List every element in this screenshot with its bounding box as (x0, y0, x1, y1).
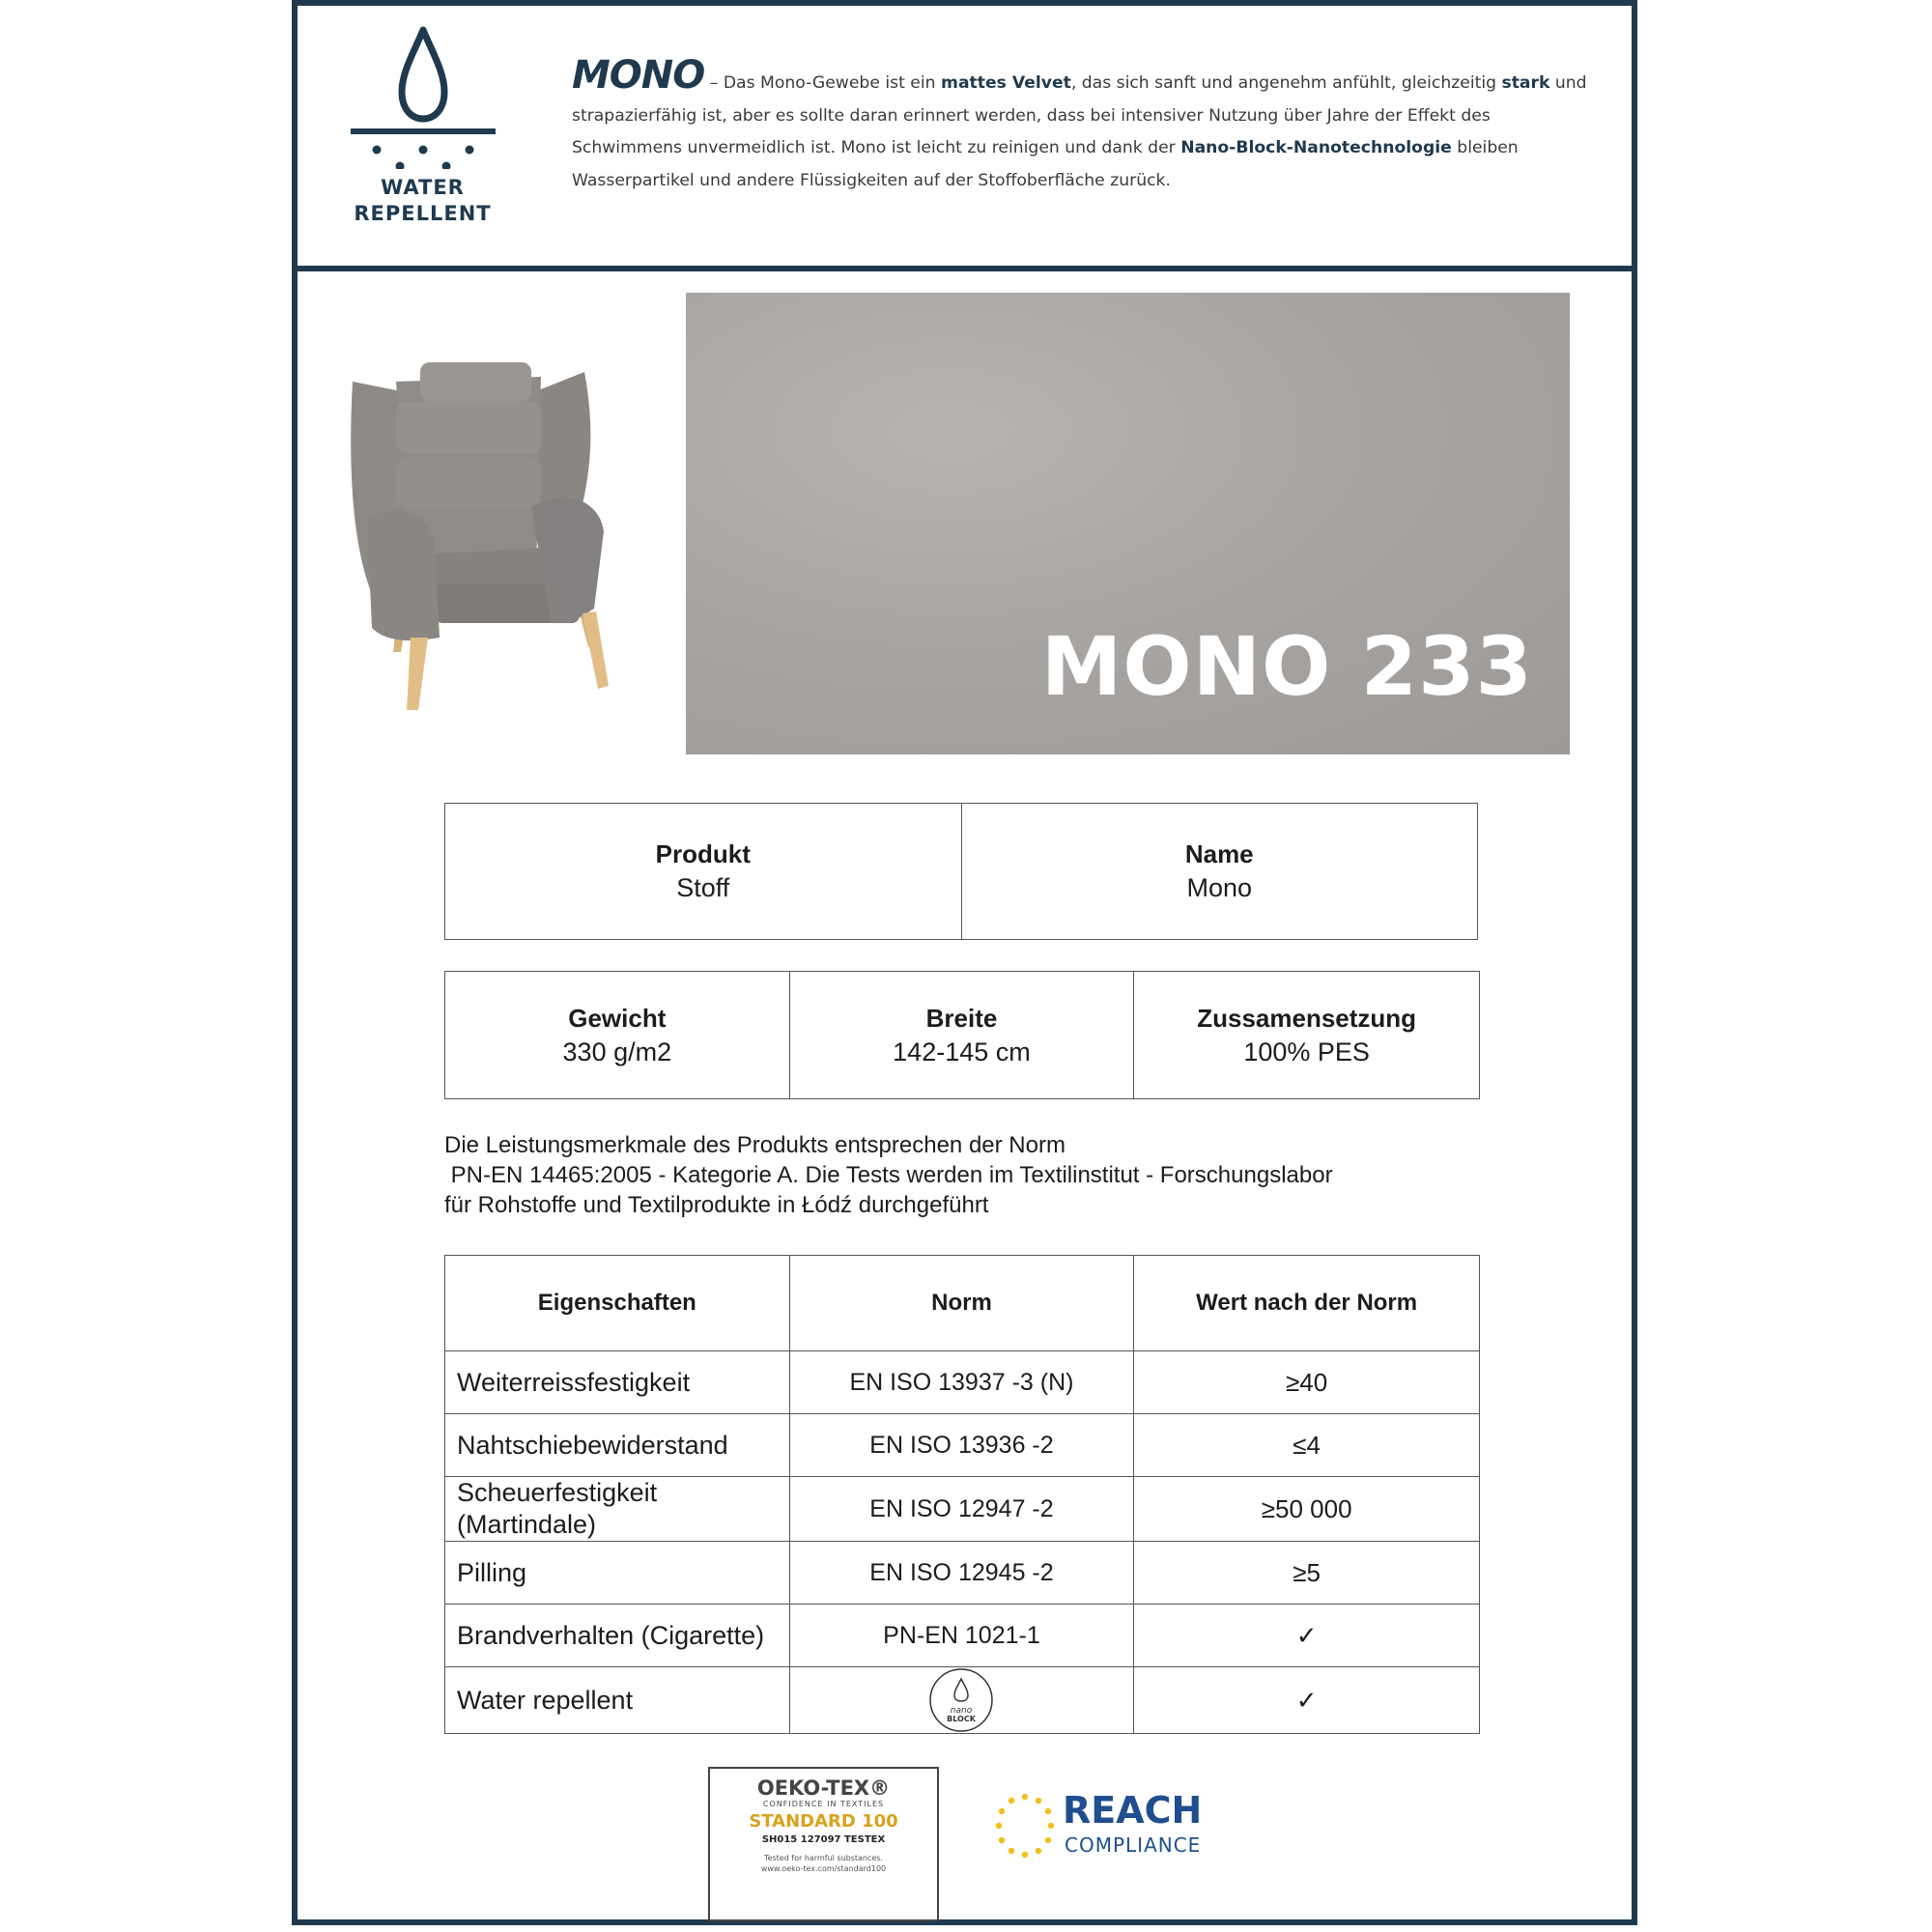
spec-header: Name (1184, 839, 1254, 868)
property-norm: EN ISO 13936 -2 (789, 1414, 1134, 1477)
eu-stars-icon (993, 1789, 1057, 1862)
oekotex-sub: CONFIDENCE IN TEXTILES (762, 1800, 885, 1808)
fabric-swatch (686, 293, 1570, 754)
water-repellent-badge (343, 24, 502, 246)
column-header: Eigenschaften (445, 1256, 790, 1351)
spec-cell-product (445, 804, 962, 940)
property-name: Weiterreissfestigkeit (445, 1351, 790, 1414)
badge-line2: REPELLENT (354, 202, 492, 225)
properties-table (444, 1255, 1480, 1734)
spec-header: Gewicht (568, 1003, 667, 1033)
table-row (445, 1414, 1480, 1477)
spec-header: Zussamensetzung (1197, 1003, 1417, 1033)
property-value: ≥5 (1134, 1542, 1480, 1605)
spec-cell-composition (1134, 972, 1480, 1099)
desc-bold1: mattes Velvet (941, 73, 1071, 93)
spec-table-product (444, 803, 1478, 940)
brand-title: MONO (572, 53, 705, 98)
reach-sub: COMPLIANCE (1065, 1833, 1202, 1857)
oekotex-note2: www.oeko-tex.com/standard100 (760, 1864, 887, 1873)
table-header-row (445, 1256, 1480, 1351)
oekotex-note1: Tested for harmful substances. (763, 1854, 884, 1862)
column-header: Norm (789, 1256, 1134, 1351)
desc-part4: bleiben Wasserpartikel und andere Flüssigkeiten auf der Stoffoberfläche zurück. (572, 138, 1519, 190)
norm-note-line2: PN-EN 14465:2005 - Kategorie A. Die Tests werden im Textilinstitut - Forschungslabor (444, 1162, 1333, 1188)
water-drop-icon (346, 24, 500, 169)
nano-block-icon (927, 1667, 995, 1733)
spec-cell-weight (445, 972, 790, 1099)
spec-value: 100% PES (1243, 1037, 1370, 1066)
property-name: Water repellent (445, 1667, 790, 1734)
header-divider (292, 266, 1637, 271)
armchair-image (343, 353, 647, 715)
spec-value: 142-145 cm (893, 1037, 1031, 1066)
table-row (445, 1605, 1480, 1667)
oekotex-code: SH015 127097 TESTEX (761, 1834, 886, 1845)
norm-note (444, 1130, 1507, 1220)
property-norm: EN ISO 13937 -3 (N) (789, 1351, 1134, 1414)
fabric-description (572, 53, 1596, 197)
property-name: Scheuerfestigkeit (Martindale) (445, 1477, 790, 1542)
spec-value: 330 g/m2 (562, 1037, 672, 1066)
spec-header: Breite (925, 1003, 998, 1033)
svg-text:BLOCK: BLOCK (947, 1715, 977, 1723)
desc-part1: – Das Mono-Gewebe ist ein (704, 73, 942, 93)
svg-text:nano: nano (951, 1706, 973, 1716)
table-row (445, 1477, 1480, 1542)
spec-value: Stoff (676, 873, 730, 902)
desc-part2: , das sich sanft und angenehm anfühlt, gleichzeitig (1070, 73, 1502, 93)
property-value: ≤4 (1134, 1414, 1480, 1477)
desc-part3: und strapazierfähig ist, aber es sollte daran erinnert werden, dass bei intensiver Nutzung über Jahre der Effekt des Schwimmens unvermeidlich ist. Mono ist leicht zu reinigen und dank der (572, 73, 1587, 157)
table-row (445, 1667, 1480, 1734)
table-row (445, 1542, 1480, 1605)
spec-header: Produkt (655, 839, 751, 868)
reach-title: REACH (1063, 1789, 1203, 1832)
swatch-label: MONO 233 (1040, 619, 1533, 714)
property-name: Brandverhalten (Cigarette) (445, 1605, 790, 1667)
property-value: ✓ (1134, 1667, 1480, 1734)
oekotex-standard: STANDARD 100 (749, 1811, 898, 1832)
badge-line1: WATER (381, 176, 465, 199)
spec-cell-name (961, 804, 1478, 940)
desc-bold2: stark (1501, 73, 1550, 93)
property-norm: EN ISO 12947 -2 (789, 1477, 1134, 1542)
spec-cell-width (789, 972, 1134, 1099)
property-norm: PN-EN 1021-1 (789, 1605, 1134, 1667)
property-value: ✓ (1134, 1605, 1480, 1667)
property-norm (789, 1667, 1134, 1734)
property-name: Nahtschiebewiderstand (445, 1414, 790, 1477)
property-name: Pilling (445, 1542, 790, 1605)
oekotex-title: OEKO-TEX® (756, 1776, 891, 1800)
table-row (445, 1351, 1480, 1414)
property-value: ≥50 000 (1134, 1477, 1480, 1542)
spec-table-physical (444, 971, 1480, 1099)
column-header: Wert nach der Norm (1134, 1256, 1480, 1351)
property-norm: EN ISO 12945 -2 (789, 1542, 1134, 1605)
property-value: ≥40 (1134, 1351, 1480, 1414)
desc-bold3: Nano-Block-Nanotechnologie (1180, 138, 1452, 157)
norm-note-line3: für Rohstoffe und Textilprodukte in Łódź durchgeführt (444, 1192, 989, 1218)
spec-value: Mono (1186, 873, 1253, 902)
oekotex-logo (708, 1767, 939, 1921)
reach-compliance-logo (993, 1789, 1215, 1866)
norm-note-line1: Die Leistungsmerkmale des Produkts entsprechen der Norm (444, 1132, 1065, 1158)
